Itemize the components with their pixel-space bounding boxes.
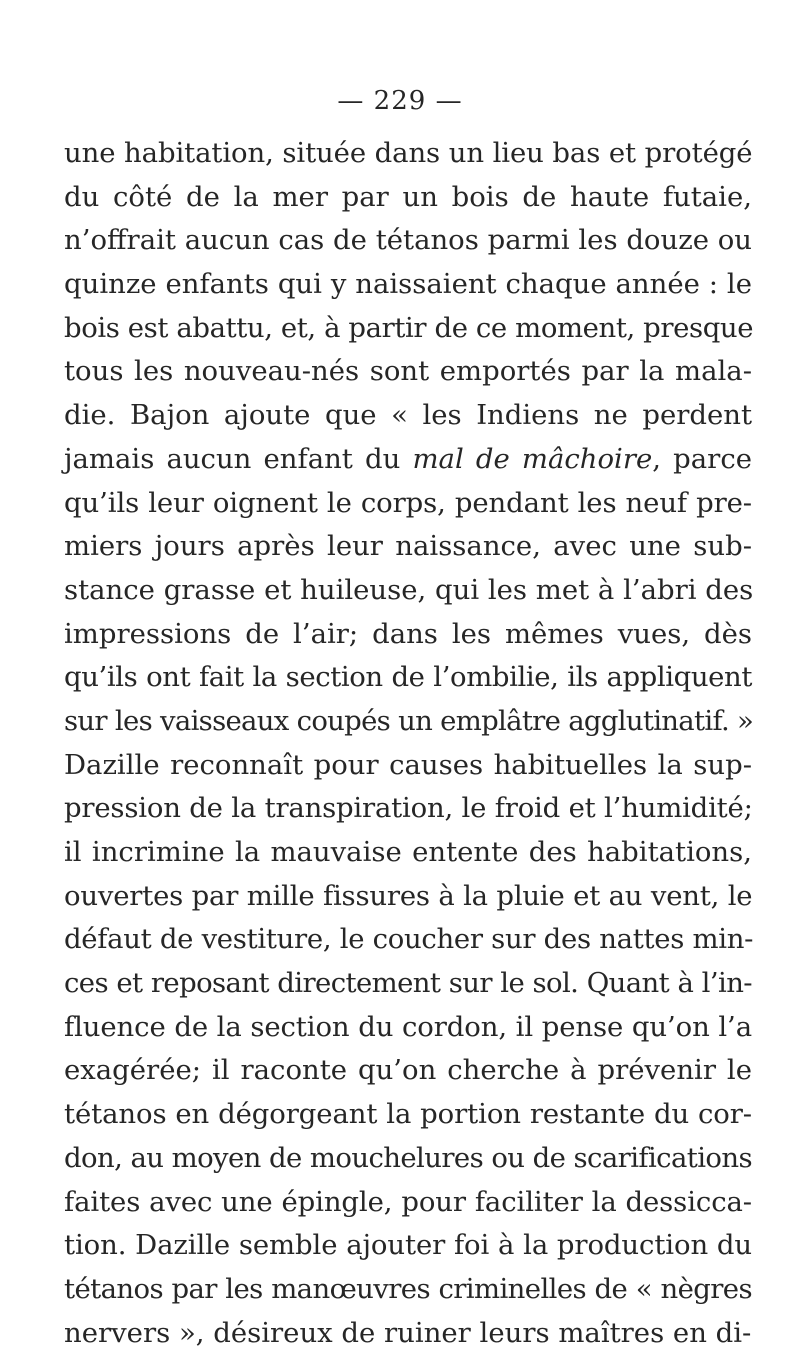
page-number: — 229 —: [337, 86, 463, 116]
text-line-segment: jamais aucun enfant du: [64, 442, 413, 475]
text-line: une habitation, située dans un lieu bas et protégé: [64, 137, 753, 169]
text-line: il incrimine la mauvaise entente des habitations,: [64, 836, 752, 868]
text-line: stance grasse et huileuse, qui les met à l’abri des: [64, 573, 754, 606]
text-line: qu’ils leur oignent le corps, pendant les neuf pre-: [64, 486, 752, 519]
text-line: nervers », désireux de ruiner leurs maîtres en di-: [64, 1316, 752, 1349]
text-line: du côté de la mer par un bois de haute futaie,: [64, 180, 752, 213]
text-line: die. Bajon ajoute que « les Indiens ne perdent: [64, 399, 752, 432]
text-line: bois est abattu, et, à partir de ce moment, presque: [64, 311, 754, 344]
text-line: ces et reposant directement sur le sol. Quant à l’in-: [64, 967, 752, 1000]
text-line: tous les nouveau-nés sont emportés par la mala-: [64, 355, 752, 388]
text-line: n’offrait aucun cas de tétanos parmi les douze ou: [64, 224, 752, 257]
italic-term: mal de mâchoire: [412, 442, 653, 475]
text-line: ouvertes par mille fissures à la pluie et au vent, le: [64, 879, 753, 912]
text-line: pression de la transpiration, le froid et l’humidité;: [64, 792, 753, 825]
body-text: [64, 132, 752, 1355]
text-line: fluence de la section du cordon, il pense qu’on l’a: [64, 1010, 752, 1043]
text-line: sur les vaisseaux coupés un emplâtre agglutinatif. »: [64, 704, 754, 737]
text-line: faites avec une épingle, pour faciliter la dessicca-: [64, 1185, 752, 1218]
text-line: tétanos par les manœuvres criminelles de « nègres: [64, 1272, 752, 1305]
text-line: [64, 438, 752, 482]
text-line: défaut de vestiture, le coucher sur des nattes min-: [64, 923, 754, 956]
text-line: tion. Dazille semble ajouter foi à la production du: [64, 1229, 752, 1262]
text-line: qu’ils ont fait la section de l’ombilie, ils appliquent: [64, 661, 752, 694]
text-line: miers jours après leur naissance, avec une sub-: [64, 530, 752, 563]
text-line-segment: , parce: [652, 442, 752, 475]
text-line: exagérée; il raconte qu’on cherche à prévenir le: [64, 1054, 752, 1087]
text-line: Dazille reconnaît pour causes habituelles la sup-: [64, 748, 752, 781]
text-line: quinze enfants qui y naissaient chaque année : le: [64, 268, 752, 301]
text-line: tétanos en dégorgeant la portion restante du cor-: [64, 1098, 752, 1131]
text-line: don, au moyen de mouchelures ou de scarifications: [64, 1141, 752, 1174]
text-line: impressions de l’air; dans les mêmes vues, dès: [64, 617, 752, 650]
